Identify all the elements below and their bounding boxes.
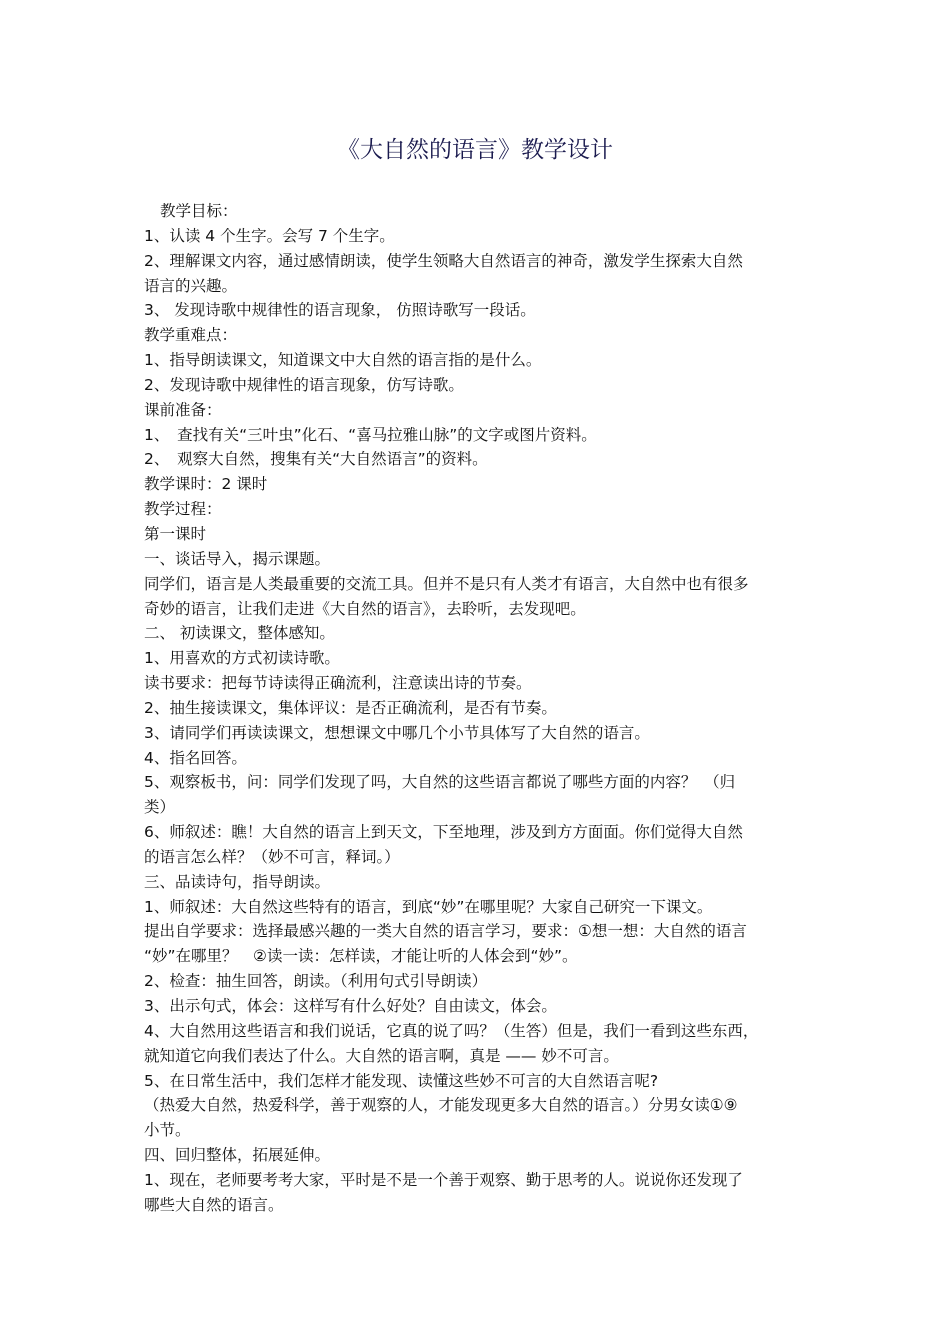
section-heading-preparation: 课前准备： <box>144 400 222 419</box>
paragraph-line: 2、理解课文内容，通过感情朗读，使学生领略大自然语言的神奇，激发学生探索大自然 <box>144 251 743 270</box>
document-body <box>144 199 814 1218</box>
paragraph-line: 1、用喜欢的方式初读诗歌。 <box>144 649 340 668</box>
paragraph-line: 小节。 <box>144 1121 191 1140</box>
paragraph-line: 1、认读 4 个生字。会写 7 个生字。 <box>144 226 395 245</box>
paragraph-line: 就知道它向我们表达了什么。大自然的语言啊，真是 —— 妙不可言。 <box>144 1046 619 1065</box>
step-heading: 二、 初读课文，整体感知。 <box>144 624 335 643</box>
step-heading: 四、回归整体，拓展延伸。 <box>144 1146 331 1165</box>
paragraph-line: 1、师叙述：大自然这些特有的语言，到底“妙”在哪里呢？大家自己研究一下课文。 <box>144 897 713 916</box>
paragraph-line: 5、在日常生活中，我们怎样才能发现、读懂这些妙不可言的大自然语言呢? <box>144 1071 659 1090</box>
paragraph-line: 提出自学要求：选择最感兴趣的一类大自然的语言学习，要求：①想一想：大自然的语言 <box>144 922 747 941</box>
paragraph-line: 1、 查找有关“三叶虫”化石、“喜马拉雅山脉”的文字或图片资料。 <box>144 425 597 444</box>
paragraph-line: 同学们，语言是人类最重要的交流工具。但并不是只有人类才有语言，大自然中也有很多 <box>144 574 749 593</box>
document-title: 《大自然的语言》教学设计 <box>337 137 613 163</box>
paragraph-line: 的语言怎么样？（妙不可言，释词。） <box>144 847 400 866</box>
paragraph-line: 类） <box>144 798 176 817</box>
step-heading: 一、谈话导入，揭示课题。 <box>144 549 331 568</box>
paragraph-line: “妙”在哪里？ ②读一读：怎样读，才能让听的人体会到“妙”。 <box>144 947 578 966</box>
section-heading-process: 教学过程： <box>144 500 222 519</box>
section-heading-key-points: 教学重难点： <box>144 326 238 345</box>
section-heading-lesson-one: 第一课时 <box>144 524 207 543</box>
paragraph-line: 3、 发现诗歌中规律性的语言现象， 仿照诗歌写一段话。 <box>144 301 536 320</box>
paragraph-line: 读书要求：把每节诗读得正确流利，注意读出诗的节奏。 <box>144 674 532 693</box>
paragraph-line: 奇妙的语言，让我们走进《大自然的语言》，去聆听，去发现吧。 <box>144 599 586 618</box>
section-heading-class-hours: 教学课时：2 课时 <box>144 475 268 494</box>
paragraph-line: （热爱大自然，热爱科学，善于观察的人，才能发现更多大自然的语言。）分男女读①⑨ <box>144 1096 738 1115</box>
paragraph-line: 2、检查：抽生回答，朗读。（利用句式引导朗读） <box>144 972 488 991</box>
paragraph-line: 3、请同学们再读读课文，想想课文中哪几个小节具体写了大自然的语言。 <box>144 723 650 742</box>
paragraph-line: 2、抽生接读课文，集体评议：是否正确流利，是否有节奏。 <box>144 698 557 717</box>
paragraph-line: 4、大自然用这些语言和我们说话，它真的说了吗？（生答）但是，我们一看到这些东西， <box>144 1021 759 1040</box>
paragraph-line: 6、师叙述：瞧！大自然的语言上到天文，下至地理，涉及到方方面面。你们觉得大自然 <box>144 823 743 842</box>
step-heading: 三、品读诗句，指导朗读。 <box>144 872 331 891</box>
paragraph-line: 2、 观察大自然，搜集有关“大自然语言”的资料。 <box>144 450 488 469</box>
paragraph-line: 4、指名回答。 <box>144 748 247 767</box>
paragraph-line: 2、发现诗歌中规律性的语言现象，仿写诗歌。 <box>144 375 464 394</box>
section-heading-objectives: 教学目标： <box>160 202 238 220</box>
paragraph-line: 语言的兴趣。 <box>144 276 238 295</box>
paragraph-line: 1、现在，老师要考考大家，平时是不是一个善于观察、勤于思考的人。说说你还发现了 <box>144 1170 743 1189</box>
paragraph-line: 3、出示句式，体会：这样写有什么好处？自由读文，体会。 <box>144 997 557 1015</box>
paragraph-line: 哪些大自然的语言。 <box>144 1195 284 1214</box>
paragraph-line: 5、观察板书，问：同学们发现了吗，大自然的这些语言都说了哪些方面的内容？ （归 <box>144 773 736 792</box>
paragraph-line: 1、指导朗读课文，知道课文中大自然的语言指的是什么。 <box>144 351 542 370</box>
